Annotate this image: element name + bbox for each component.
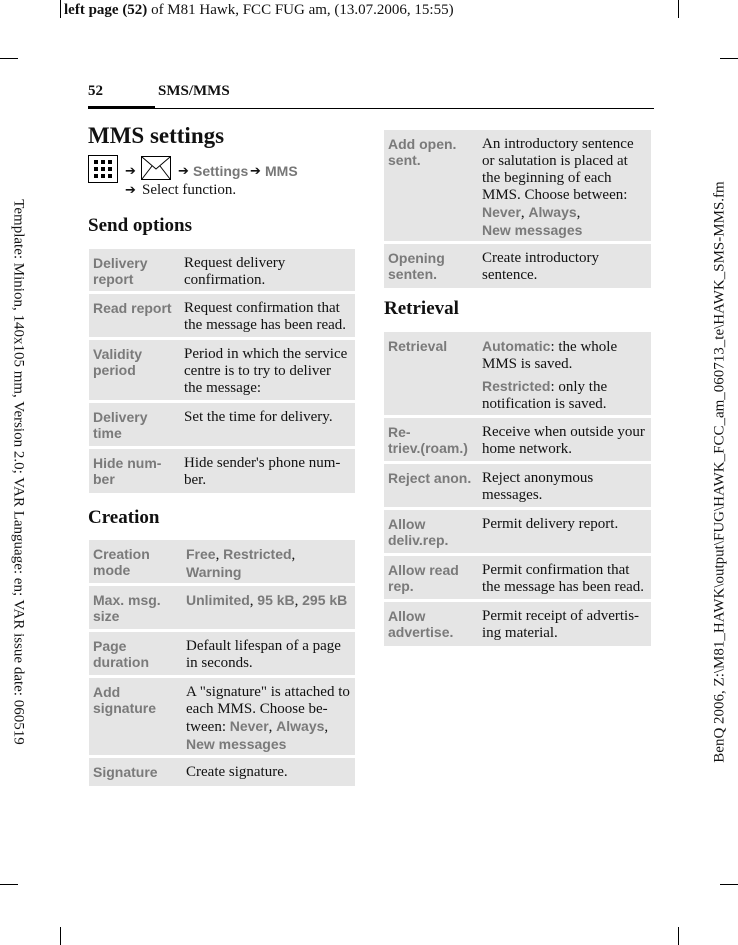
table-row	[384, 510, 651, 553]
setting-description: Reject anonymous messages.	[482, 470, 594, 503]
retrieval-heading: Retrieval	[384, 298, 459, 319]
table-row	[384, 556, 651, 599]
crop-mark	[678, 0, 679, 18]
section-title: SMS/MMS	[158, 83, 230, 99]
crop-mark	[60, 0, 61, 18]
setting-name: Creation mode	[93, 546, 150, 578]
print-slug: left page (52) of M81 Hawk, FCC FUG am, (13.07.2006, 15:55)	[64, 2, 454, 18]
table-row	[384, 418, 651, 461]
table-row	[384, 602, 651, 646]
setting-description: Hide sender's phone num- ber.	[184, 455, 341, 488]
table-row	[384, 130, 651, 241]
table-row	[89, 632, 355, 675]
arrow-icon: ➔	[125, 164, 136, 179]
envelope-icon	[141, 156, 171, 180]
table-row	[89, 403, 355, 446]
crop-mark	[720, 884, 738, 885]
nav-select-function: Select function.	[142, 182, 237, 198]
setting-description: Permit confirmation that the message has been read.	[482, 562, 645, 595]
setting-description: Request delivery confirmation.	[184, 255, 286, 288]
table-row	[89, 249, 355, 291]
setting-name: Hide num- ber	[93, 455, 162, 487]
setting-description: Unlimited, 95 kB, 295 kB	[186, 592, 348, 609]
setting-name: Allow read rep.	[388, 562, 459, 594]
setting-name: Opening senten.	[388, 250, 445, 282]
setting-description: Create signature.	[186, 764, 288, 780]
setting-description: An introductory sentence or salutation is placed at the beginning of each MMS. Choose between: Never, Always, New messages	[482, 136, 634, 238]
nav-mms: MMS	[265, 163, 298, 179]
arrow-icon: ➔	[178, 164, 189, 179]
setting-description: Permit delivery report.	[482, 516, 619, 532]
page-title: MMS settings	[88, 123, 225, 148]
setting-name: Reject anon.	[388, 470, 472, 486]
arrow-icon: ➔	[250, 164, 261, 179]
setting-description: A "signature" is attached to each MMS. Choose be- tween: Never, Always, New messages	[186, 684, 350, 752]
setting-description: Automatic: the whole MMS is saved. Restricted: only the notification is saved.	[482, 338, 618, 412]
setting-name: Re- triev.(roam.)	[388, 424, 468, 456]
crop-mark	[60, 927, 61, 945]
setting-description: Set the time for delivery.	[184, 409, 333, 425]
setting-name: Max. msg. size	[93, 592, 161, 624]
nav-settings: Settings	[193, 163, 249, 179]
setting-name: Delivery time	[93, 409, 148, 441]
page-number: 52	[88, 83, 103, 99]
setting-name: Page duration	[93, 638, 149, 670]
setting-description: Period in which the service centre is to try to deliver the message:	[184, 346, 348, 396]
table-row	[384, 464, 651, 507]
menu-grid-icon	[88, 155, 118, 183]
setting-name: Allow deliv.rep.	[388, 516, 449, 548]
table-row	[89, 678, 355, 755]
table-row	[89, 294, 355, 337]
header-rule	[88, 108, 654, 109]
crop-mark	[0, 58, 18, 59]
setting-name: Signature	[93, 764, 158, 780]
setting-description: Receive when outside your home network.	[482, 424, 645, 457]
table-row	[89, 758, 355, 786]
setting-name: Retrieval	[388, 338, 448, 354]
table-row	[89, 586, 355, 629]
setting-description: Free, Restricted, Warning	[186, 546, 296, 580]
setting-description: Create introductory sentence.	[482, 250, 600, 283]
setting-description: Request confirmation that the message has been read.	[184, 300, 347, 333]
setting-name: Allow advertise.	[388, 608, 454, 640]
setting-description: Default lifespan of a page in seconds.	[186, 638, 341, 671]
table-row	[89, 449, 355, 493]
table-row	[384, 244, 651, 288]
crop-mark	[720, 58, 738, 59]
send-options-heading: Send options	[88, 215, 193, 236]
setting-description: Permit receipt of advertis- ing material.	[482, 608, 640, 641]
table-row	[89, 340, 355, 400]
setting-name: Read report	[93, 300, 172, 316]
table-row	[89, 540, 355, 583]
table-row	[384, 332, 651, 415]
setting-name: Validity period	[93, 346, 143, 378]
crop-mark	[678, 927, 679, 945]
crop-mark	[0, 884, 18, 885]
arrow-icon: ➔	[125, 183, 136, 198]
setting-name: Delivery report	[93, 255, 148, 287]
creation-heading: Creation	[88, 507, 160, 528]
setting-name: Add open. sent.	[388, 136, 457, 168]
setting-name: Add signature	[93, 684, 157, 716]
